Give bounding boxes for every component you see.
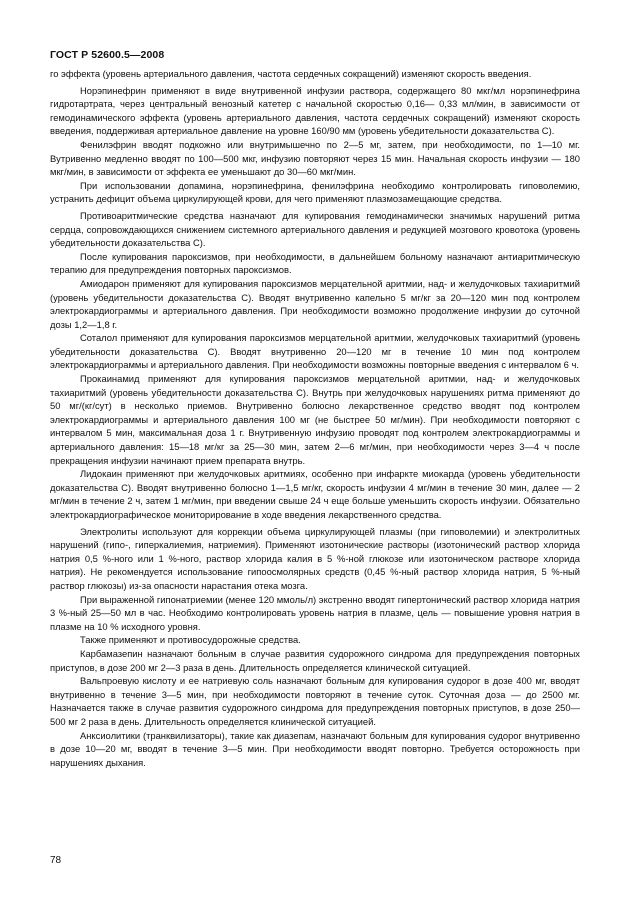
document-body [50, 67, 580, 769]
paragraph-hypovolemia-control: При использовании допамина, норэпинефрина, фенилэфрина необходимо контролировать гиповолемию, устранить дефицит объема циркулирующей крови, для чего применяют плазмозамещающие средства. [50, 179, 580, 205]
paragraph-procainamide: Прокаинамид применяют для купирования пароксизмов мерцательной аритмии, над- и желудочковых тахиаритмий (уровень убедительности доказательства С). Внутрь при желудочковых нарушениях ритма применяют до 50 мг/(кг/сут) в несколько приемов. Внутривенно болюсно лекарственное средство вводят под контролем электрокардиограммы и артериального давления 100 мг (не быстрее 50 мг/мин). При необходимости повторяют с интервалом 5 мин, максимальная доза 1 г. Внутривенную инфузию проводят под контролем электрокардиограммы и артериального давления: 15—18 мг/кг за 25—30 мин, затем 2—6 мг/мин, при необходимости через 3—4 ч после прекращения инфузии начинают прием препарата внутрь. [50, 373, 580, 466]
paragraph-lidocaine: Лидокаин применяют при желудочковых аритмиях, особенно при инфаркте миокарда (уровень убедительности доказательства С). Вводят внутривенно болюсно 1—1,5 мг/кг, скорость инфузии 4 мг/мин в течение 30 мин, далее — 2 мг/мин в течение 2 ч, затем 1 мг/мин, при введении свыше 24 ч еще больше уменьшить скорость инфузии. Обязательно электрокардиографическое мониторирование в ходе введения лекарственного средства. [50, 468, 580, 520]
document-header: ГОСТ Р 52600.5—2008 [50, 49, 165, 61]
paragraph-hyponatremia: При выраженной гипонатриемии (менее 120 ммоль/л) экстренно вводят гипертонический раствор хлорида натрия 3 %-ный 25—50 мл в час. Необходимо контролировать уровень натрия в плазме, цель — повышение уровня натрия в плазме на 10 % исходного уровня. [50, 593, 580, 632]
paragraph-valproic-acid: Вальпроевую кислоту и ее натриевую соль назначают больным для купирования судорог в дозе 400 мг, вводят внутривенно в течение 3—5 мин, при необходимости повторяют в течение суток. Суточная доза — до 2500 мг. Назначается также в случае развития судорожного синдрома для предупреждения повторных приступов, в дозе 250—500 мг 2 раза в день. Длительность определяется клинической ситуацией. [50, 675, 580, 727]
paragraph-norepinephrine: Норэпинефрин применяют в виде внутривенной инфузии раствора, содержащего 80 мкг/мл норэпинефрина гидротартрата, через центральный венозный катетер с начальной скоростью 0,16— 0,33 мл/мин, в зависимости от гемодинамического эффекта (уровень артериального давления, частота сердечных сокращений) изменяют скорость введения, поддерживая артериальное давление на уровне 160/90 мм (уровень убедительности доказательства С). [50, 84, 580, 137]
paragraph-carbamazepine: Карбамазепин назначают больным в случае развития судорожного синдрома для предупреждения повторных приступов, в дозе 200 мг 2—3 раза в день. Длительность определяется клинической ситуацией. [50, 647, 580, 673]
paragraph-amiodarone: Амиодарон применяют для купирования пароксизмов мерцательной аритмии, над- и желудочковых тахиаритмий (уровень убедительности доказательства С). Вводят внутривенно капельно 5 мг/кг за 20—120 мин под контролем электрокардиограммы и артериального давления. При необходимости возможно продолжение инфузии до суточной дозы 1,2—1,8 г. [50, 277, 580, 330]
paragraph-anticonvulsants: Также применяют и противосудорожные средства. [80, 634, 301, 646]
paragraph-electrolytes: Электролиты используют для коррекции объема циркулирующей плазмы (при гиповолемии) и электролитных нарушений (гипо-, гиперкалиемия, натриемия). Применяют изотонические растворы (изотонический раствор хлорида натрия 0,5 %-ного или 1 %-ного, раствор хлорида калия в 5 %-ной глюкозе или изотоническом растворе хлорида натрия). Не рекомендуется использование гипоосмолярных средств (0,45 %-ный раствор хлорида натрия, 5 %-ный раствор глюкозы) из-за опасности нарастания отека мозга. [50, 525, 580, 591]
paragraph-post-paroxysm: После купирования пароксизмов, при необходимости, в дальнейшем больному назначают антиаритмическую терапию для предупреждения повторных пароксизмов. [50, 250, 580, 276]
page-number: 78 [50, 855, 62, 866]
paragraph-phenylephrine: Фенилэфрин вводят подкожно или внутримышечно по 2—5 мг, затем, при необходимости, по 1—10 мг. Вутривенно медленно вводят по 100—500 мкг, инфузию повторяют через 15 мин. Начальная скорость инфузии — 180 мкг/мин, в зависимости от эффекта ее уменьшают до 30—60 мкг/мин. [50, 138, 580, 178]
paragraph-anxiolytics: Анксиолитики (транквилизаторы), такие как диазепам, назначают больным для купирования судорог внутривенно в дозе 10—20 мг, вводят в течение 3—5 мин. При необходимости вводят повторно. Требуется осторожность при нарушениях дыхания. [50, 729, 580, 768]
paragraph-continuation: го эффекта (уровень артериального давления, частота сердечных сокращений) изменяют скорость введения. [50, 68, 532, 79]
paragraph-antiarrhythmics: Противоаритмические средства назначают для купирования гемодинамически значимых нарушений ритма сердца, сопровождающихся снижением системного артериального давления и редукцией мозгового кровотока (уровень убедительности доказательства С). [50, 209, 580, 249]
paragraph-sotalol: Соталол применяют для купирования пароксизмов мерцательной аритмии, желудочковых тахиаритмий (уровень убедительности доказательства С). Вводят внутривенно 20—120 мг в течение 10 мин под контролем электрокардиограммы и артериального давления. При необходимости возможны повторные введения с интервалом 6 ч. [50, 332, 580, 371]
